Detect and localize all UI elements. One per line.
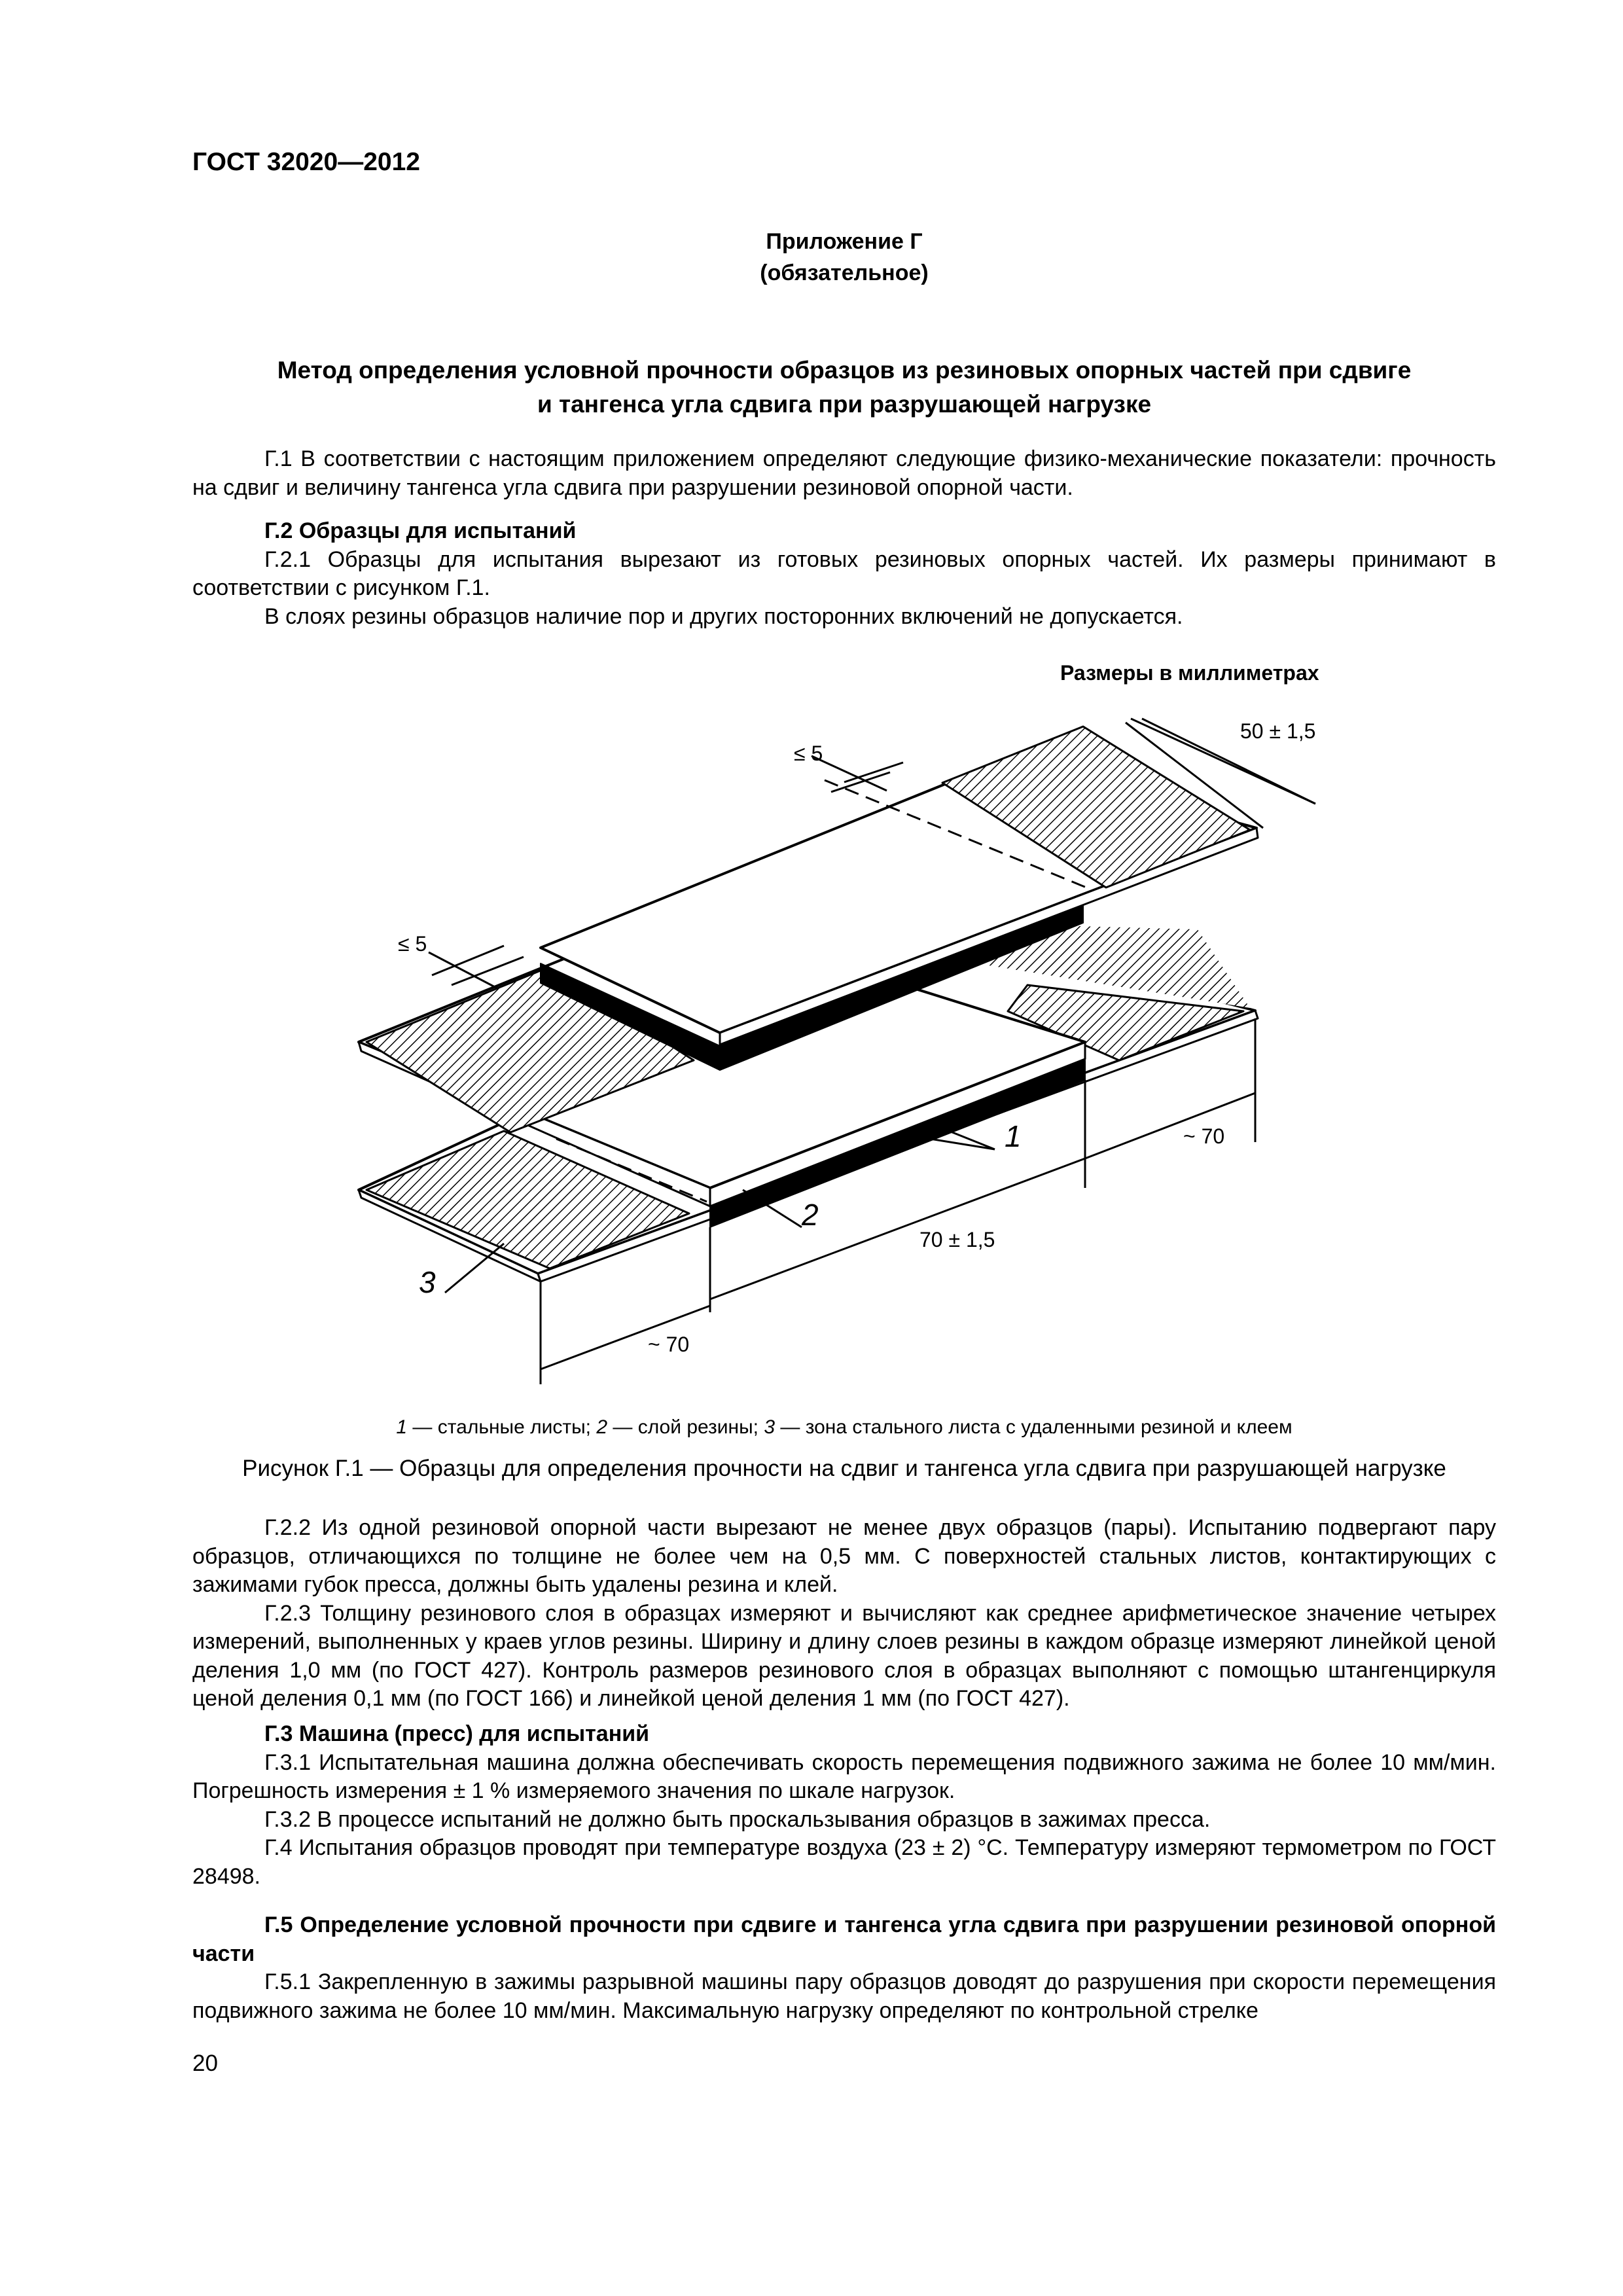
page-number: 20 [192, 2051, 218, 2076]
section-heading: Г.3 Машина (пресс) для испытаний [264, 1721, 650, 1746]
paragraph: Г.4 Испытания образцов проводят при температуре воздуха (23 ± 2) °С. Температуру измеряют термометром по ГОСТ 28498. [192, 1835, 1496, 1889]
label-rubber-layer: 2 [802, 1198, 819, 1232]
dim-width: 50 ± 1,5 [1240, 719, 1316, 743]
paragraph: Г.3.2 В процессе испытаний не должно быть проскальзывания образцов в зажимах пресса. [264, 1806, 1211, 1832]
dim-right-length: ~ 70 [1183, 1124, 1225, 1148]
paragraph: В слоях резины образцов наличие пор и других посторонних включений не допускается. [264, 603, 1183, 629]
figure-units: Размеры в миллиметрах [1060, 661, 1319, 685]
section-heading: Г.2 Образцы для испытаний [264, 518, 577, 543]
dim-left-edge: ≤ 5 [398, 932, 427, 956]
appendix-title: Приложение Г [766, 229, 923, 254]
legend-text: — слой резины; [607, 1416, 764, 1438]
figure-caption: Рисунок Г.1 — Образцы для определения прочности на сдвиг и тангенса угла сдвига при разрушающей нагрузке [242, 1456, 1446, 1481]
section-g3 [192, 1720, 1496, 1891]
section-g2-cont [192, 1514, 1496, 1713]
section-heading: Г.5 Определение условной прочности при сдвиге и тангенса угла сдвига при разрушении резиновой опорной части [192, 1912, 1496, 1966]
figure-legend [192, 1416, 1496, 1439]
paragraph: Г.3.1 Испытательная машина должна обеспечивать скорость перемещения подвижного зажима не более 10 мм/мин. Погрешность измерения ± 1 % измеряемого значения по шкале нагрузок. [192, 1749, 1496, 1803]
document-number: ГОСТ 32020—2012 [192, 148, 420, 176]
page-title-line-2: и тангенса угла сдвига при разрушающей нагрузке [537, 391, 1152, 418]
dim-top-edge: ≤ 5 [794, 742, 823, 765]
legend-text: — стальные листы; [407, 1416, 597, 1438]
section-g5 [192, 1911, 1496, 2025]
dim-left-length: ~ 70 [648, 1333, 690, 1356]
page-title-line-1: Метод определения условной прочности образцов из резиновых опорных частей при сдвиге [277, 357, 1412, 384]
paragraph: Г.2.2 Из одной резиновой опорной части вырезают не менее двух образцов (пары). Испытанию подвергают пару образцов, отличающихся по толщине не более чем на 0,5 мм. С поверхностей стальных листов, контактирующих с зажимами губок пресса, должны быть удалены резина и клей. [192, 1515, 1496, 1597]
dim-middle-length: 70 ± 1,5 [919, 1228, 995, 1251]
label-cleared-zone: 3 [419, 1265, 436, 1299]
appendix-status: (обязательное) [760, 260, 929, 285]
paragraph: Г.5.1 Закрепленную в зажимы разрывной машины пару образцов доводят до разрушения при скорости перемещения подвижного зажима не более 10 мм/мин. Максимальную нагрузку определяют по контрольной стрелке [192, 1969, 1496, 2023]
legend-text: — зона стального листа с удаленными резиной и клеем [775, 1416, 1293, 1438]
paragraph: Г.2.3 Толщину резинового слоя в образцах измеряют и вычисляют как среднее арифметическое значение четырех измерений, выполненных у краев углов резины. Ширину и длину слоев резины в каждом образце измеряют линейкой ценой деления 1,0 мм (по ГОСТ 427). Контроль размеров резинового слоя в образцах выполняют с помощью штангенциркуля ценой деления 0,1 мм (по ГОСТ 166) и линейкой ценой деления 1 мм (по ГОСТ 427). [192, 1600, 1496, 1711]
paragraph: Г.1 В соответствии с настоящим приложением определяют следующие физико-механические показатели: прочность на сдвиг и величину тангенса угла сдвига при разрушении резиновой опорной части. [192, 446, 1496, 500]
label-steel-sheets: 1 [1005, 1119, 1022, 1153]
legend-num: 1 [396, 1416, 408, 1438]
paragraph: Г.2.1 Образцы для испытания вырезают из готовых резиновых опорных частей. Их размеры принимают в соответствии с рисунком Г.1. [192, 547, 1496, 600]
legend-num: 3 [764, 1416, 776, 1438]
legend-num: 2 [596, 1416, 608, 1438]
